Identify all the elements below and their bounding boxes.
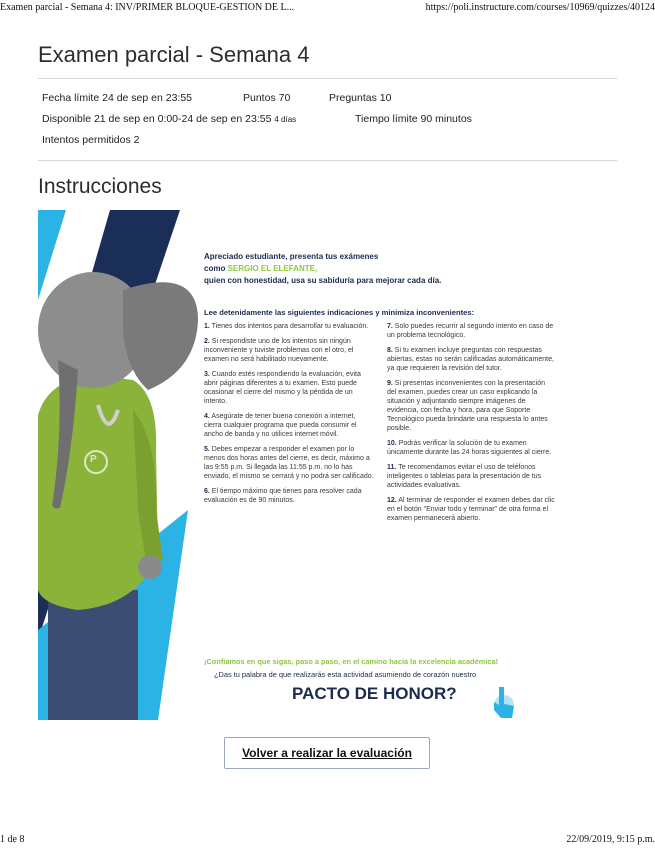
greeting-highlight: SERGIO EL ELEFANTE, bbox=[227, 264, 318, 273]
item-number: 10. bbox=[387, 440, 397, 447]
list-item bbox=[204, 322, 374, 331]
meta-intentos: Intentos permitidos 2 bbox=[42, 134, 140, 146]
item-number: 6. bbox=[204, 488, 210, 495]
item-text: Cuando estés respondiendo la evaluación, evita abrir páginas diferentes a tu examen. Esto puede ocasionar el cierre del mismo y la pérdida de un intento. bbox=[204, 371, 361, 405]
item-text: Solo puedes recurrir al segundo intento en caso de un problema tecnológico. bbox=[387, 323, 554, 339]
print-timestamp: 22/09/2019, 9:15 p.m. bbox=[566, 834, 655, 845]
item-number: 9. bbox=[387, 380, 393, 387]
item-text: Te recomendamos evitar el uso de teléfonos inteligentes o tabletas para la presentación de tus actividades evaluativas. bbox=[387, 464, 542, 489]
instructions-right-column bbox=[387, 322, 555, 529]
meta-puntos: Puntos 70 bbox=[243, 92, 291, 104]
page-count: 1 de 8 bbox=[0, 834, 25, 845]
retry-quiz-button[interactable]: Volver a realizar la evaluación bbox=[224, 737, 430, 769]
meta-disponible-range: Disponible 21 de sep en 0:00-24 de sep en 23:55 bbox=[42, 113, 272, 125]
list-item bbox=[204, 487, 374, 505]
list-item bbox=[204, 412, 374, 439]
item-text: Tienes dos intentos para desarrollar tu evaluación. bbox=[211, 323, 369, 330]
divider bbox=[38, 78, 617, 79]
closing-line-1: ¡Confiamos en que sigas, paso a paso, en el camino hacia la excelencia académica! bbox=[204, 657, 499, 666]
item-number: 2. bbox=[204, 338, 210, 345]
item-text: Debes empezar a responder el examen por lo menos dos horas antes del cierre, es decir, máximo a las 9:55 p.m. Si llegada las 11:55 p.m. no lo has enviado, el mismo se cerrará y no podrá ser calificado. bbox=[204, 446, 374, 480]
jeans bbox=[48, 590, 138, 720]
list-item bbox=[387, 439, 555, 457]
meta-tiempo-limite: Tiempo límite 90 minutos bbox=[355, 113, 472, 125]
item-text: Podrás verificar la solución de tu examen únicamente durante las 24 horas siguientes al cierre. bbox=[387, 440, 552, 456]
meta-disponible bbox=[42, 113, 296, 125]
instructions-heading: Instrucciones bbox=[38, 175, 162, 198]
item-number: 4. bbox=[204, 413, 210, 420]
instructions-banner bbox=[38, 210, 557, 720]
item-text: Si tu examen incluye preguntas con respuestas abiertas, estas no serán calificadas automáticamente, ya que requieren la revisión del tutor. bbox=[387, 347, 554, 372]
list-item bbox=[387, 463, 555, 490]
list-item bbox=[387, 322, 555, 340]
meta-preguntas: Preguntas 10 bbox=[329, 92, 392, 104]
meta-fecha-limite: Fecha límite 24 de sep en 23:55 bbox=[42, 92, 193, 104]
print-header-title: Examen parcial - Semana 4: INV/PRIMER BLOQUE-GESTION DE L... bbox=[0, 2, 295, 13]
item-number: 1. bbox=[204, 323, 210, 330]
item-number: 7. bbox=[387, 323, 393, 330]
hoodie-logo: P bbox=[90, 454, 97, 465]
print-header bbox=[0, 0, 655, 16]
lead-text: Lee detenidamente las siguientes indicaciones y minimiza inconvenientes: bbox=[204, 308, 475, 317]
hand bbox=[138, 555, 162, 579]
item-text: Si respondiste uno de los intentos sin ningún inconveniente y tuviste problemas con el otro, el examen no será habilitado nuevamente. bbox=[204, 338, 354, 363]
item-text: El tiempo máximo que tienes para resolver cada evaluación es de 90 minutos. bbox=[204, 488, 362, 504]
item-number: 5. bbox=[204, 446, 210, 453]
list-item bbox=[387, 379, 555, 433]
greeting-line-2 bbox=[204, 264, 317, 273]
print-footer bbox=[0, 832, 655, 848]
greeting-line-1: Apreciado estudiante, presenta tus exámenes bbox=[204, 252, 379, 261]
greeting-como: como bbox=[204, 264, 228, 273]
list-item bbox=[204, 445, 374, 481]
meta-disponible-dias: 4 días bbox=[274, 115, 297, 124]
list-item bbox=[204, 370, 374, 406]
item-number: 12. bbox=[387, 497, 397, 504]
list-item bbox=[387, 496, 555, 523]
elephant-ear bbox=[123, 282, 198, 390]
divider bbox=[38, 160, 617, 161]
item-number: 8. bbox=[387, 347, 393, 354]
closing-line-2: ¿Das tu palabra de que realizarás esta actividad asumiendo de corazón nuestro bbox=[214, 670, 477, 679]
item-text: Al terminar de responder el examen debes dar clic en el botón "Enviar todo y terminar" de otra forma el examen permanecerá abierto. bbox=[387, 497, 555, 522]
item-text: Asegúrate de tener buena conexión a internet, cierra cualquier programa que pueda consumir el ancho de banda y no utilices internet móvil. bbox=[204, 413, 357, 438]
list-item bbox=[387, 346, 555, 373]
list-item bbox=[204, 337, 374, 364]
item-number: 3. bbox=[204, 371, 210, 378]
pacto-de-honor: PACTO DE HONOR? bbox=[292, 684, 457, 703]
instructions-left-column bbox=[204, 322, 374, 511]
item-text: Si presentas inconvenientes con la presentación del examen, puedes crear un caso explicando la situación y adjuntando siempre imágenes de evidencia, con fecha y hora, para que Soporte Tecnológico pueda brindarte una respuesta lo antes posible. bbox=[387, 380, 548, 432]
page-title: Examen parcial - Semana 4 bbox=[38, 42, 310, 67]
print-header-url: https://poli.instructure.com/courses/10969/quizzes/40124 bbox=[425, 2, 655, 13]
item-number: 11. bbox=[387, 464, 397, 471]
greeting-line-3: quien con honestidad, usa su sabiduría para mejorar cada día. bbox=[204, 276, 442, 285]
